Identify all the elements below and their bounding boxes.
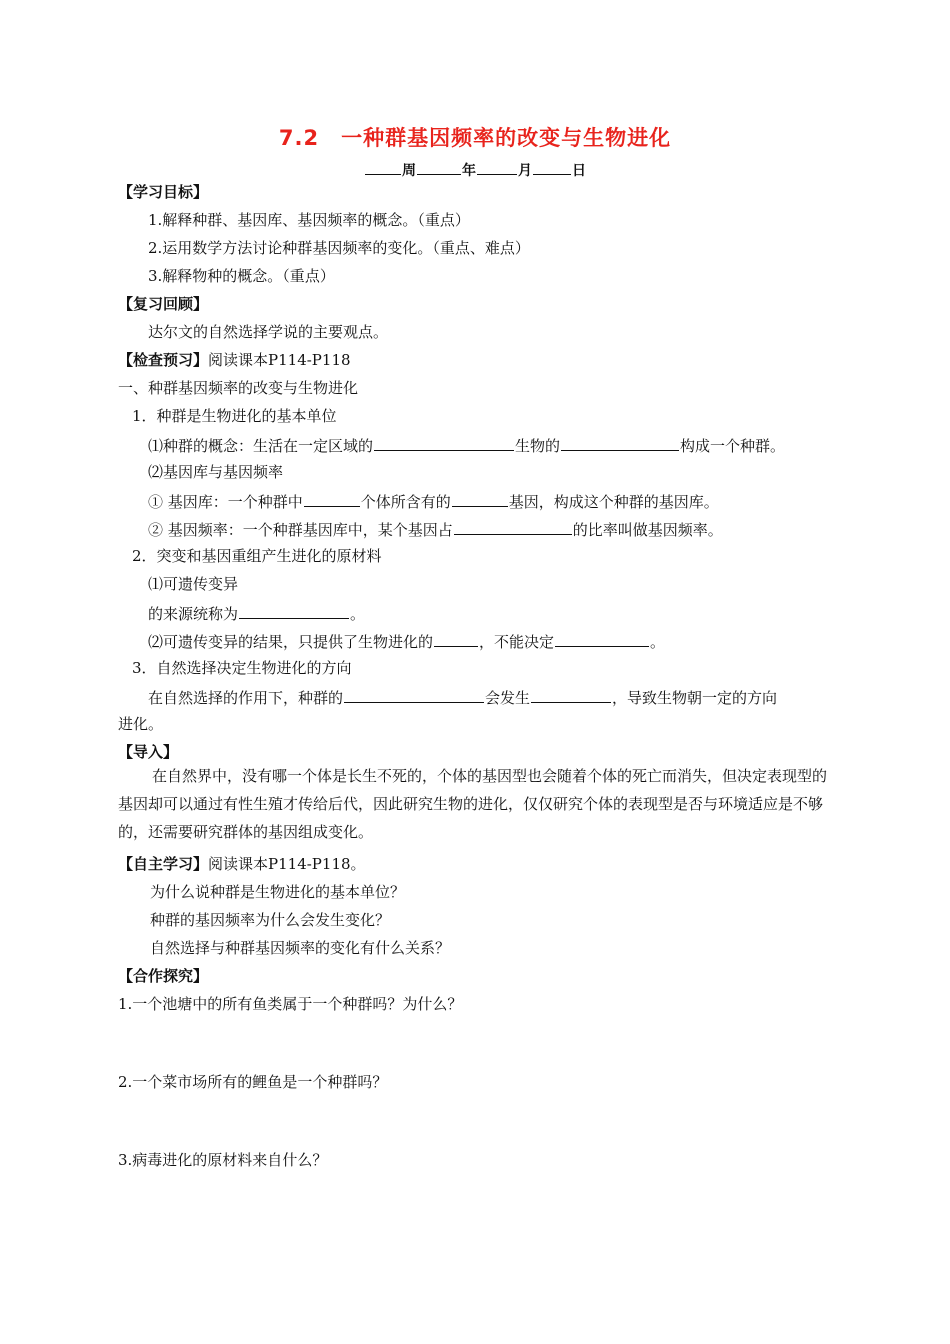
objectives-heading: 【学习目标】 (118, 183, 209, 201)
text-segment: 。 (350, 605, 366, 623)
point-2a-title: ⑴可遗传变异 (148, 575, 239, 593)
text-segment: 会发生 (485, 689, 531, 707)
point-1b1-line (148, 490, 719, 512)
cooperation-question: 3.病毒进化的原材料来自什么？ (118, 1151, 328, 1169)
self-study-question: 自然选择与种群基因频率的变化有什么关系？ (150, 939, 451, 957)
review-heading: 【复习回顾】 (118, 295, 209, 313)
fill-blank[interactable] (374, 434, 514, 451)
text-segment: 在自然选择的作用下，种群的 (148, 689, 344, 707)
intro-text: 在自然界中，没有哪一个体是长生不死的，个体的基因型也会随着个体的死亡而消失，但决定表现型的基因却可以通过有性生殖才传给后代，因此研究生物的进化，仅仅研究个体的表现型是否与环境适应是不够的，还需要研究群体的基因组成变化。 (118, 767, 828, 841)
point-1b-title: ⑵基因库与基因频率 (148, 463, 284, 481)
point-3-title: 3．自然选择决定生物进化的方向 (132, 659, 352, 677)
cooperation-question: 2.一个菜市场所有的鲤鱼是一个种群吗？ (118, 1073, 388, 1091)
day-label: 日 (572, 163, 586, 179)
point-3a-continued: 进化。 (118, 715, 164, 733)
text-segment: ⑵可遗传变异的结果，只提供了生物进化的 (148, 633, 434, 651)
point-1b2-line (148, 518, 723, 540)
text-segment: 生物的 (515, 437, 561, 455)
self-study-question: 为什么说种群是生物进化的基本单位？ (150, 883, 406, 901)
point-3a-line (148, 686, 777, 708)
text-segment: ② 基因频率：一个种群基因库中，某个基因占 (148, 521, 453, 539)
point-1a-line (148, 434, 785, 456)
fill-blank[interactable] (555, 630, 649, 647)
self-study-note: 阅读课本P114-P118。 (208, 855, 366, 873)
fill-blank[interactable] (452, 490, 508, 507)
objective-item: 3.解释物种的概念。（重点） (148, 267, 335, 285)
date-line (0, 158, 950, 180)
self-study-heading: 【自主学习】 (118, 855, 209, 873)
text-segment: 的比率叫做基因频率。 (572, 521, 723, 539)
year-label: 年 (462, 163, 476, 179)
preview-heading: 【检查预习】 (118, 351, 209, 369)
objective-item: 1.解释种群、基因库、基因频率的概念。（重点） (148, 211, 470, 229)
fill-blank[interactable] (454, 518, 572, 535)
fill-blank[interactable] (304, 490, 360, 507)
point-2b-line (148, 630, 665, 652)
fill-blank[interactable] (239, 602, 349, 619)
objective-item: 2.运用数学方法讨论种群基因频率的变化。（重点、难点） (148, 239, 530, 257)
text-segment: ① 基因库：一个种群中 (148, 493, 303, 511)
text-segment: ⑴种群的概念：生活在一定区域的 (148, 437, 374, 455)
week-label: 周 (402, 163, 416, 179)
text-segment: 基因，构成这个种群的基因库。 (508, 493, 719, 511)
month-blank (477, 158, 517, 175)
fill-blank[interactable] (531, 686, 611, 703)
self-study-question: 种群的基因频率为什么会发生变化？ (150, 911, 391, 929)
cooperation-question: 1.一个池塘中的所有鱼类属于一个种群吗？为什么？ (118, 995, 463, 1013)
text-segment: 构成一个种群。 (680, 437, 786, 455)
cooperation-heading: 【合作探究】 (118, 967, 209, 985)
intro-heading: 【导入】 (118, 743, 179, 761)
fill-blank[interactable] (561, 434, 679, 451)
point-2a-line (148, 602, 365, 624)
day-blank (533, 158, 571, 175)
text-segment: ，导致生物朝一定的方向 (612, 689, 778, 707)
text-segment: ，不能决定 (479, 633, 555, 651)
preview-note: 阅读课本P114-P118 (208, 351, 351, 369)
preview-heading-line (118, 350, 351, 370)
fill-blank[interactable] (434, 630, 478, 647)
year-blank (417, 158, 461, 175)
self-study-heading-line (118, 854, 366, 874)
text-segment: 。 (650, 633, 666, 651)
fill-blank[interactable] (344, 686, 484, 703)
review-text: 达尔文的自然选择学说的主要观点。 (148, 323, 389, 341)
text-segment: 个体所含有的 (360, 493, 451, 511)
month-label: 月 (518, 163, 532, 179)
point-1-title: 1．种群是生物进化的基本单位 (132, 407, 337, 425)
text-segment: 的来源统称为 (148, 605, 239, 623)
preview-section-title: 一、种群基因频率的改变与生物进化 (118, 379, 359, 397)
week-blank (365, 158, 401, 175)
page-title: 7.2 一种群基因频率的改变与生物进化 (278, 126, 672, 150)
point-2-title: 2．突变和基因重组产生进化的原材料 (132, 547, 382, 565)
